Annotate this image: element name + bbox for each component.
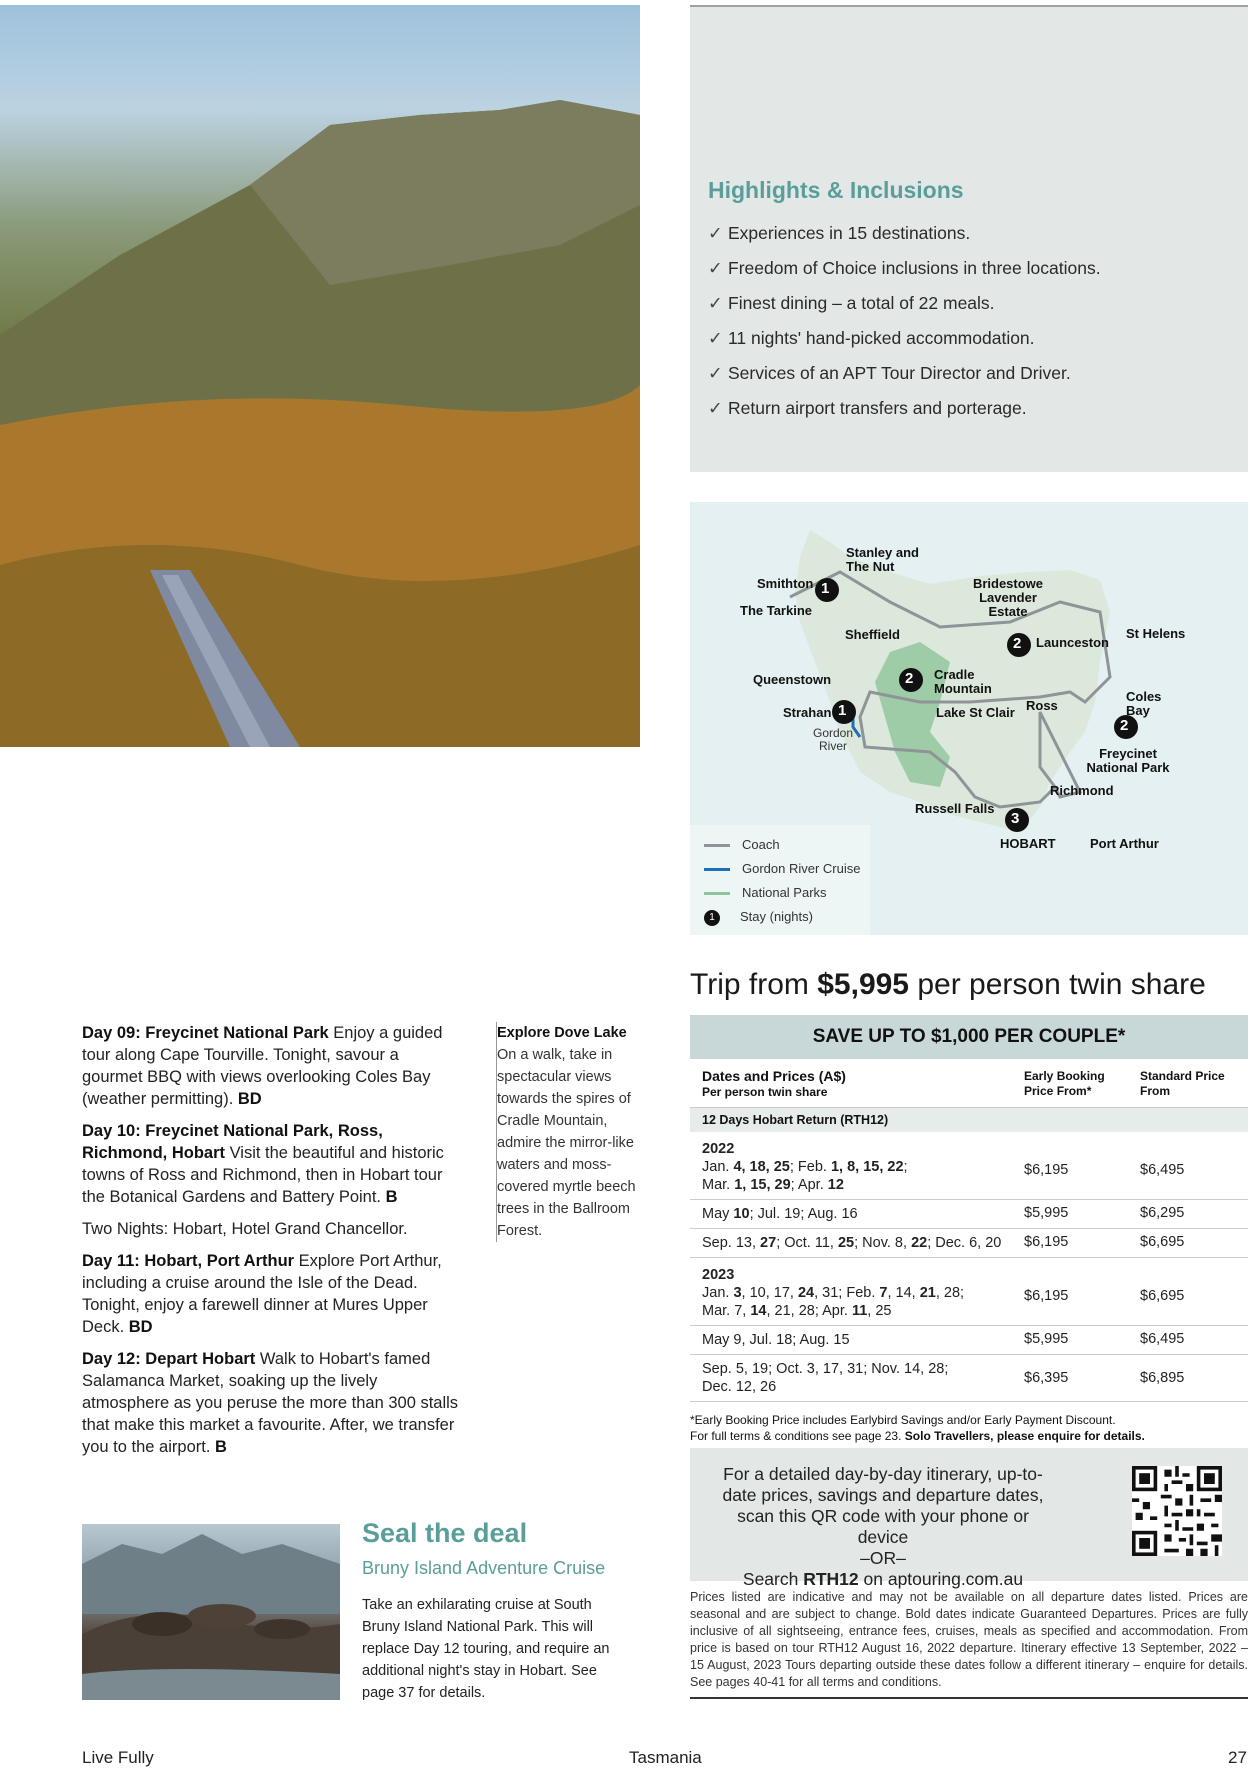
- seal-body: Take an exhilarating cruise at South Bruny Island National Park. This will replace Day 12 touring, and require an additional night's stay in Hobart. See page 37 for details.: [362, 1597, 610, 1701]
- check-icon: ✓: [708, 363, 723, 383]
- table-row: [690, 1132, 1248, 1200]
- city-bridestowe: Bridestowe Lavender Estate: [972, 576, 1044, 619]
- row-standard: $6,695: [1140, 1234, 1185, 1250]
- stay-count: 3: [1011, 810, 1020, 827]
- dove-lake-sidebar: [496, 1022, 647, 1242]
- legend-parks: National Parks: [704, 885, 827, 900]
- city-cradle-mountain: Cradle Mountain: [934, 667, 992, 696]
- table-row: [690, 1326, 1248, 1355]
- row-dates: May 9, Jul. 18; Aug. 15: [702, 1332, 850, 1348]
- highlights-title: Highlights & Inclusions: [708, 177, 964, 203]
- price-footnote: *Early Booking Price includes Earlybird Savings and/or Early Payment Discount. For full terms & conditions see page 23. Solo Travellers, please enquire for details.: [690, 1413, 1145, 1443]
- city-hobart: HOBART: [1000, 836, 1056, 851]
- city-st-helens: St Helens: [1126, 626, 1186, 641]
- check-icon: ✓: [708, 398, 723, 418]
- seal-subtitle: Bruny Island Adventure Cruise: [362, 1558, 606, 1578]
- map-legend: [690, 825, 870, 935]
- check-icon: ✓: [708, 223, 723, 243]
- city-queenstown: Queenstown: [753, 672, 832, 687]
- seals-photo: [82, 1524, 340, 1700]
- row-early: $6,395: [1024, 1370, 1069, 1386]
- row-standard: $6,695: [1140, 1288, 1185, 1304]
- city-lake-st-clair: Lake St Clair: [936, 705, 1015, 720]
- disclaimer-text: Prices listed are indicative and may not be available on all departure dates listed. Prices are seasonal and are subject to change. Bold dates indicate Guaranteed Departures. Prices are fully inclusive of all sightseeing, entrance fees, cruises, meals as specified and accommodation. From price is based on tour RTH12 August 16, 2022 departure. Itinerary effective 13 September, 2022 – 15 August, 2023 Tours departing outside these dates follow a different itinerary – enquire for details. See pages 40-41 for all terms and conditions.: [690, 1589, 1248, 1699]
- city-ross: Ross: [1026, 698, 1058, 713]
- city-coles-bay: Coles Bay: [1126, 689, 1162, 718]
- highlights-panel: [690, 5, 1248, 472]
- save-banner: SAVE UP TO $1,000 PER COUPLE*: [690, 1015, 1248, 1059]
- table-row: [690, 1355, 1248, 1402]
- itinerary-text: [82, 1022, 462, 1468]
- row-early: $6,195: [1024, 1234, 1069, 1250]
- stay-count: 1: [821, 580, 830, 597]
- row-dates: 2022 Jan. 4, 18, 25; Feb. 1, 8, 15, 22; Mar. 1, 15, 29; Apr. 12: [702, 1141, 908, 1193]
- header-dates: Dates and Prices (A$) Per person twin share: [702, 1068, 846, 1099]
- seals-photo-art: [82, 1524, 340, 1700]
- list-item: ✓ 11 nights' hand-picked accommodation.: [708, 328, 1035, 348]
- legend-cruise: Gordon River Cruise: [704, 861, 861, 876]
- city-richmond: Richmond: [1050, 783, 1114, 798]
- coach-swatch-icon: [704, 844, 730, 847]
- list-item: ✓ Return airport transfers and porterage.: [708, 398, 1027, 418]
- qr-instructions: For a detailed day-by-day itinerary, up-to-date prices, savings and departure dates, scan this QR code with your phone or device –OR– Search RTH12 on aptouring.com.au: [722, 1464, 1044, 1589]
- list-item: ✓ Freedom of Choice inclusions in three locations.: [708, 258, 1101, 278]
- table-row: [690, 1258, 1248, 1326]
- footer-left: Live Fully: [82, 1748, 154, 1767]
- footer-center: Tasmania: [629, 1748, 702, 1767]
- list-item: ✓ Finest dining – a total of 22 meals.: [708, 293, 995, 313]
- row-standard: $6,295: [1140, 1205, 1185, 1221]
- city-launceston: Launceston: [1036, 635, 1109, 650]
- city-port-arthur: Port Arthur: [1090, 836, 1159, 851]
- row-early: $6,195: [1024, 1288, 1069, 1304]
- tasmania-route-map: [690, 502, 1248, 935]
- check-icon: ✓: [708, 293, 723, 313]
- hero-photo-art: [0, 5, 640, 747]
- stay-count: 2: [905, 670, 914, 687]
- parks-swatch-icon: [704, 892, 730, 895]
- sidebar-body: On a walk, take in spectacular views towards the spires of Cradle Mountain, admire the mirror-like waters and moss-covered myrtle beech trees in the Ballroom Forest.: [497, 1047, 636, 1239]
- day-12: Day 12: Depart Hobart Walk to Hobart's famed Salamanca Market, soaking up the lively atmosphere as you peruse the more than 300 stalls that make this market a favourite. After, we transfer you to the airport. B: [82, 1350, 459, 1456]
- legend-stay: 1 Stay (nights): [704, 909, 813, 926]
- row-standard: $6,495: [1140, 1162, 1185, 1178]
- gordon-river-label: Gordon River: [812, 726, 854, 753]
- seal-title: Seal the deal: [362, 1518, 528, 1548]
- overnight-note: Two Nights: Hobart, Hotel Grand Chancellor.: [82, 1220, 408, 1238]
- qr-code-icon[interactable]: [1132, 1466, 1222, 1556]
- legend-coach: Coach: [704, 837, 780, 852]
- day-10: Day 10: Freycinet National Park, Ross, Richmond, Hobart Visit the beautiful and historic towns of Ross and Richmond, then in Hobart tour the Botanical Gardens and Battery Point. B: [82, 1122, 444, 1206]
- page-number: 27: [1228, 1748, 1247, 1767]
- hero-photo-cradle-mountain: [0, 5, 640, 747]
- stay-count: 1: [838, 702, 847, 719]
- row-early: $6,195: [1024, 1162, 1069, 1178]
- city-smithton: Smithton: [757, 576, 814, 591]
- city-freycinet: Freycinet National Park: [1086, 746, 1170, 775]
- sidebar-title: Explore Dove Lake: [497, 1025, 627, 1041]
- qr-code-panel: [690, 1448, 1248, 1589]
- header-early: Early Booking Price From*: [1024, 1069, 1105, 1098]
- trip-price-title: Trip from $5,995 per person twin share: [690, 968, 1206, 1001]
- price-table: [690, 1015, 1248, 1444]
- table-row: [690, 1200, 1248, 1229]
- row-dates: May 10; Jul. 19; Aug. 16: [702, 1206, 858, 1222]
- row-dates: Sep. 5, 19; Oct. 3, 17, 31; Nov. 14, 28; Dec. 12, 26: [702, 1361, 949, 1395]
- city-sheffield: Sheffield: [845, 627, 900, 642]
- city-strahan: Strahan: [783, 705, 832, 720]
- row-early: $5,995: [1024, 1331, 1069, 1347]
- table-row: [690, 1229, 1248, 1258]
- row-standard: $6,895: [1140, 1370, 1185, 1386]
- list-item: ✓ Experiences in 15 destinations.: [708, 223, 971, 243]
- header-standard: Standard Price From: [1140, 1069, 1225, 1098]
- row-dates: Sep. 13, 27; Oct. 11, 25; Nov. 8, 22; Dec. 6, 20: [702, 1235, 1002, 1251]
- city-tarkine: The Tarkine: [740, 603, 813, 618]
- check-icon: ✓: [708, 258, 723, 278]
- check-icon: ✓: [708, 328, 723, 348]
- city-russell-falls: Russell Falls: [915, 801, 995, 816]
- day-11: Day 11: Hobart, Port Arthur Explore Port Arthur, including a cruise around the Isle of the Dead. Tonight, enjoy a farewell dinner at Mures Upper Deck. BD: [82, 1252, 442, 1336]
- table-header: [690, 1059, 1248, 1108]
- day-09: Day 09: Freycinet National Park Enjoy a guided tour along Cape Tourville. Tonight, savour a gourmet BBQ with views overlooking Coles Bay (weather permitting). BD: [82, 1024, 443, 1108]
- cruise-swatch-icon: [704, 868, 730, 871]
- route-name: 12 Days Hobart Return (RTH12): [690, 1108, 1248, 1132]
- city-stanley: Stanley and The Nut: [846, 545, 919, 574]
- row-standard: $6,495: [1140, 1331, 1185, 1347]
- stay-count: 2: [1120, 717, 1129, 734]
- row-dates: 2023 Jan. 3, 10, 17, 24, 31; Feb. 7, 14, 21, 28; Mar. 7, 14, 21, 28; Apr. 11, 25: [702, 1267, 965, 1319]
- stay-count: 2: [1013, 635, 1022, 652]
- stay-circle-icon: 1: [704, 910, 720, 926]
- list-item: ✓ Services of an APT Tour Director and Driver.: [708, 363, 1071, 383]
- highlights-list: [708, 223, 1101, 433]
- row-early: $5,995: [1024, 1205, 1069, 1221]
